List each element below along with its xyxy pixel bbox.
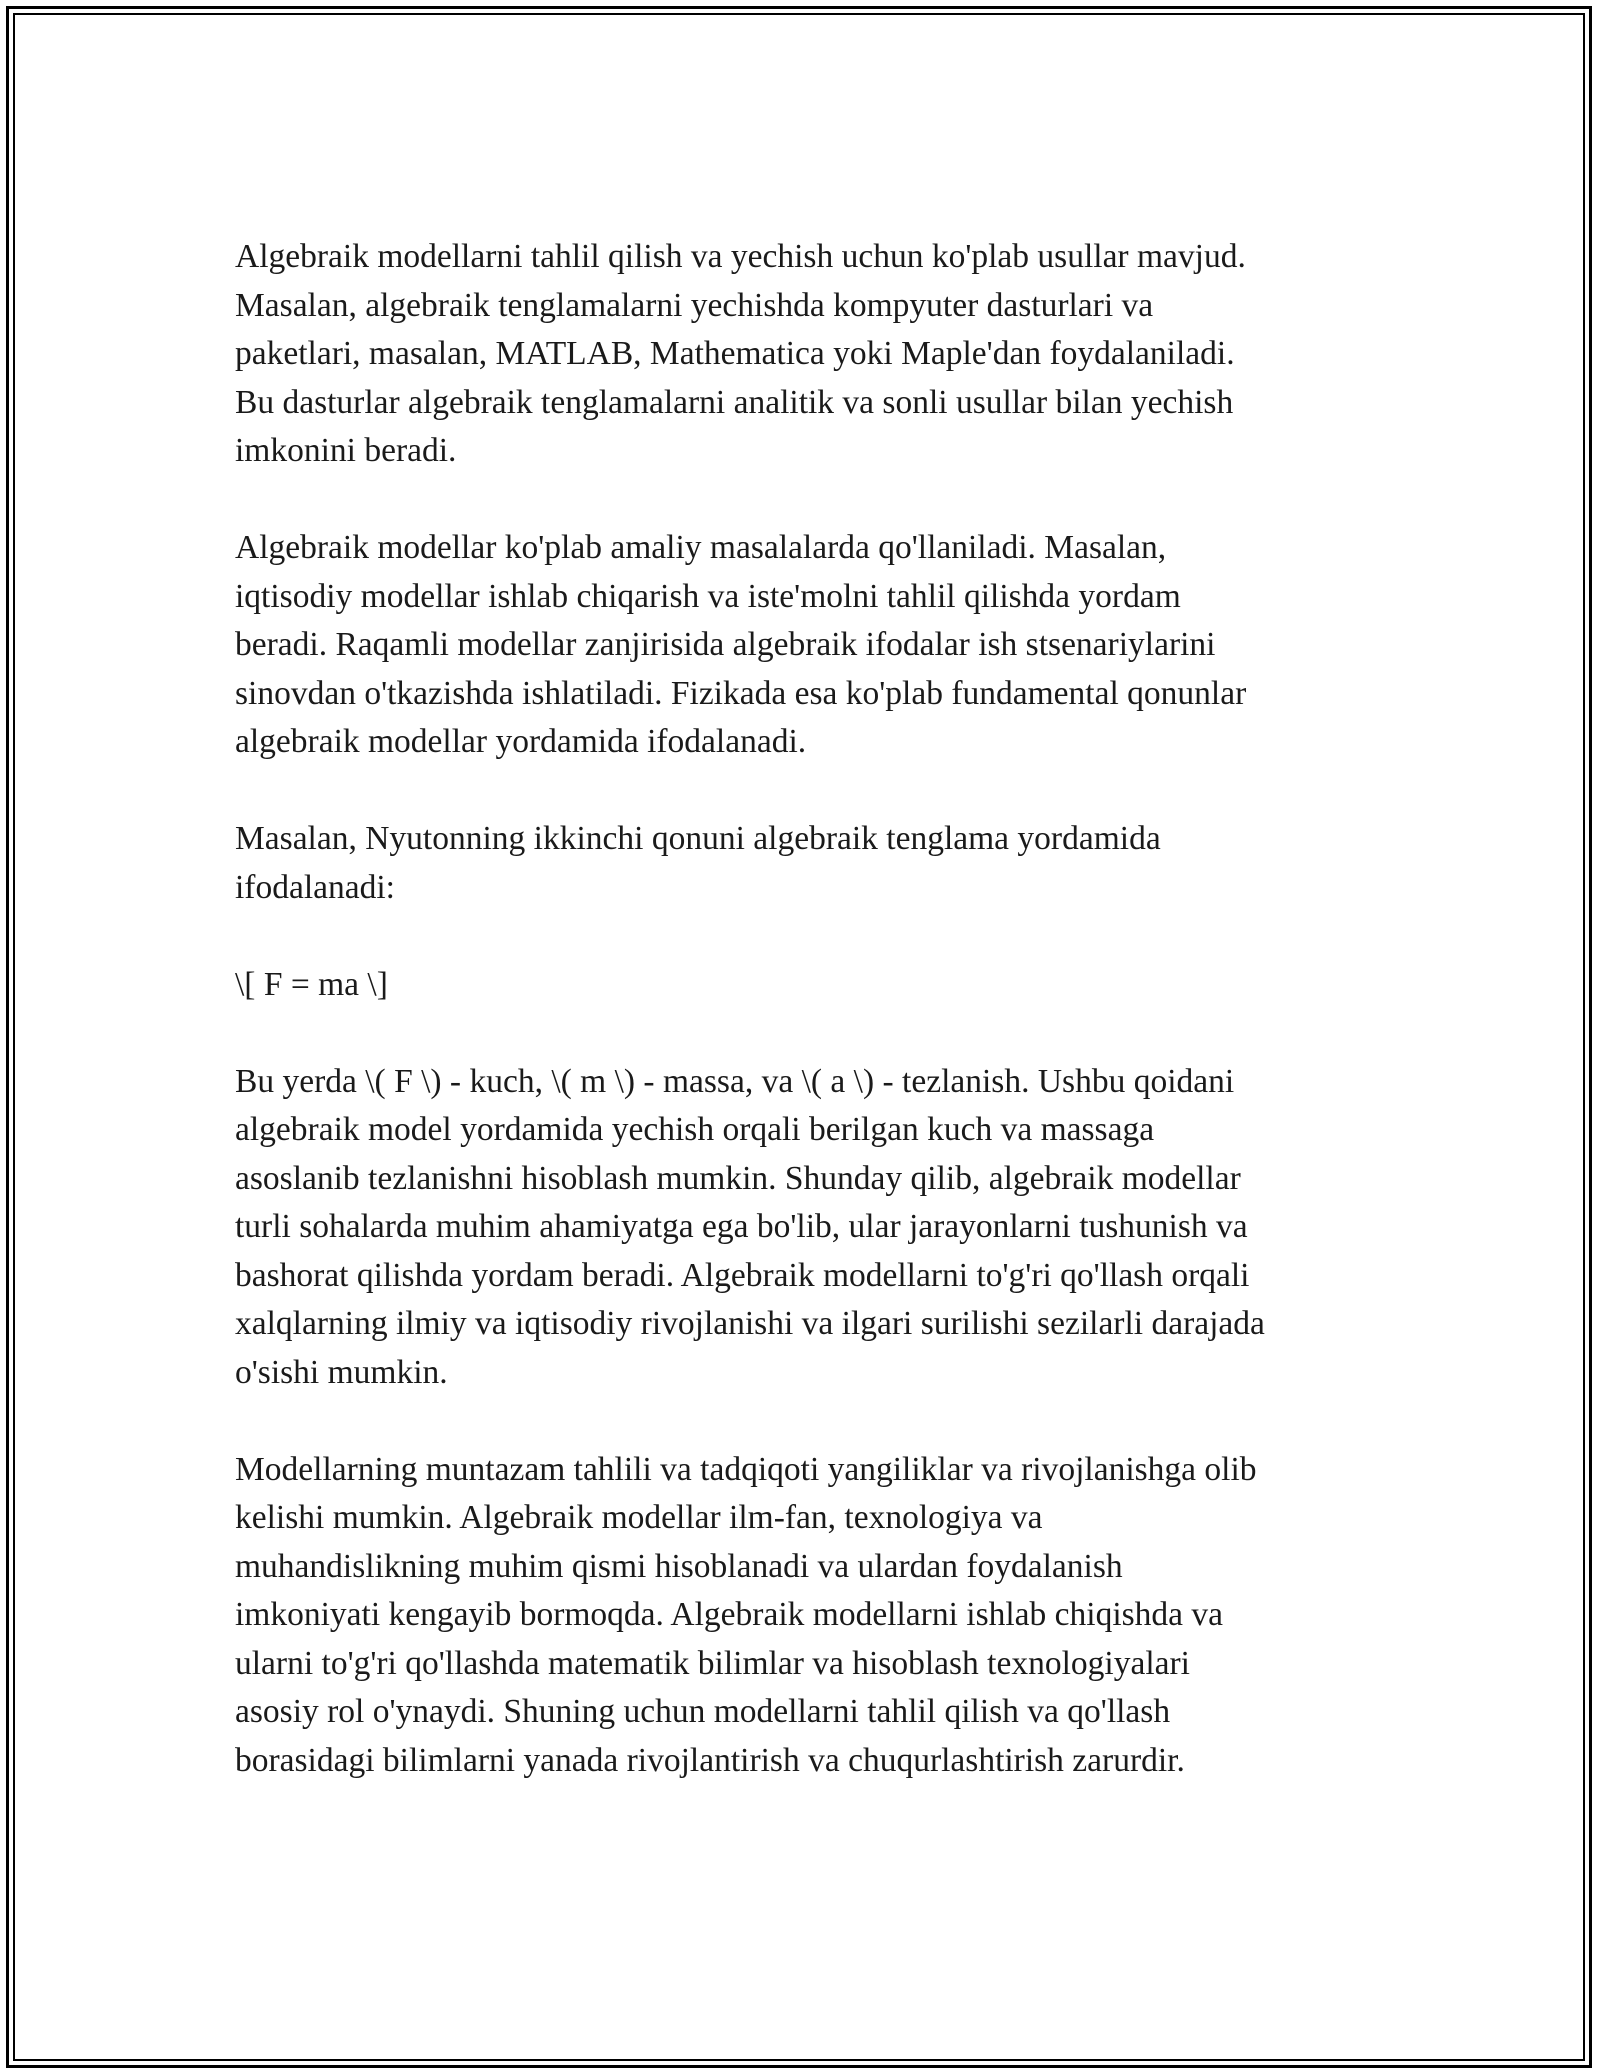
text-line: paketlari, masalan, MATLAB, Mathematica yoki Maple'dan foydalaniladi. <box>235 335 1235 372</box>
equation <box>235 961 1370 1010</box>
text-line: borasidagi bilimlarni yanada rivojlantirish va chuqurlashtirish zarurdir. <box>235 1741 1185 1779</box>
text-line: xalqlarning ilmiy va iqtisodiy rivojlanishi va ilgari surilishi sezilarli darajada <box>235 1305 1265 1342</box>
text-line: Algebraik modellar ko'plab amaliy masalalarda qo'llaniladi. Masalan, <box>235 529 1167 566</box>
text-line: imkonini beradi. <box>235 432 457 469</box>
paragraph <box>235 233 1370 476</box>
text-line: Bu dasturlar algebraik tenglamalarni analitik va sonli usullar bilan yechish <box>235 383 1234 421</box>
text-line: asosiy rol o'ynaydi. Shuning uchun modellarni tahlil qilish va qo'llash <box>235 1693 1171 1730</box>
text-line: Modellarning muntazam tahlili va tadqiqoti yangiliklar va rivojlanishga olib <box>235 1450 1257 1488</box>
text-line: iqtisodiy modellar ishlab chiqarish va iste'molni tahlil qilishda yordam <box>235 577 1181 615</box>
text-line: muhandislikning muhim qismi hisoblanadi va ulardan foydalanish <box>235 1547 1123 1585</box>
document-body <box>235 233 1370 1834</box>
text-line: kelishi mumkin. Algebraik modellar ilm-fan, texnologiya va <box>235 1499 1043 1536</box>
text-line: bashorat qilishda yordam beradi. Algebraik modellarni to'g'ri qo'llash orqali <box>235 1256 1250 1294</box>
text-line: o'sishi mumkin. <box>235 1353 448 1391</box>
paragraph <box>235 524 1370 767</box>
text-line: Masalan, algebraik tenglamalarni yechishda kompyuter dasturlari va <box>235 286 1154 324</box>
text-line: algebraik model yordamida yechish orqali berilgan kuch va massaga <box>235 1111 1155 1148</box>
paragraph <box>235 815 1370 912</box>
text-line: Algebraik modellarni tahlil qilish va yechish uchun ko'plab usullar mavjud. <box>235 238 1246 275</box>
text-line: sinovdan o'tkazishda ishlatiladi. Fizikada esa ko'plab fundamental qonunlar <box>235 674 1247 712</box>
text-line: algebraik modellar yordamida ifodalanadi. <box>235 723 807 760</box>
text-line: ifodalanadi: <box>235 868 395 906</box>
text-line: \[ F = ma \] <box>235 965 388 1003</box>
text-line: asoslanib tezlanishni hisoblash mumkin. Shunday qilib, algebraik modellar <box>235 1159 1241 1197</box>
text-line: ularni to'g'ri qo'llashda matematik bilimlar va hisoblash texnologiyalari <box>235 1644 1190 1682</box>
text-line: imkoniyati kengayib bormoqda. Algebraik modellarni ishlab chiqishda va <box>235 1596 1224 1633</box>
text-line: beradi. Raqamli modellar zanjirisida algebraik ifodalar ish stsenariylarini <box>235 626 1216 663</box>
text-line: turli sohalarda muhim ahamiyatga ega bo'lib, ular jarayonlarni tushunish va <box>235 1208 1248 1245</box>
text-line: Masalan, Nyutonning ikkinchi qonuni algebraik tenglama yordamida <box>235 820 1161 857</box>
text-line: Bu yerda \( F \) - kuch, \( m \) - massa, va \( a \) - tezlanish. Ushbu qoidani <box>235 1062 1235 1100</box>
paragraph <box>235 1058 1370 1398</box>
paragraph <box>235 1446 1370 1786</box>
